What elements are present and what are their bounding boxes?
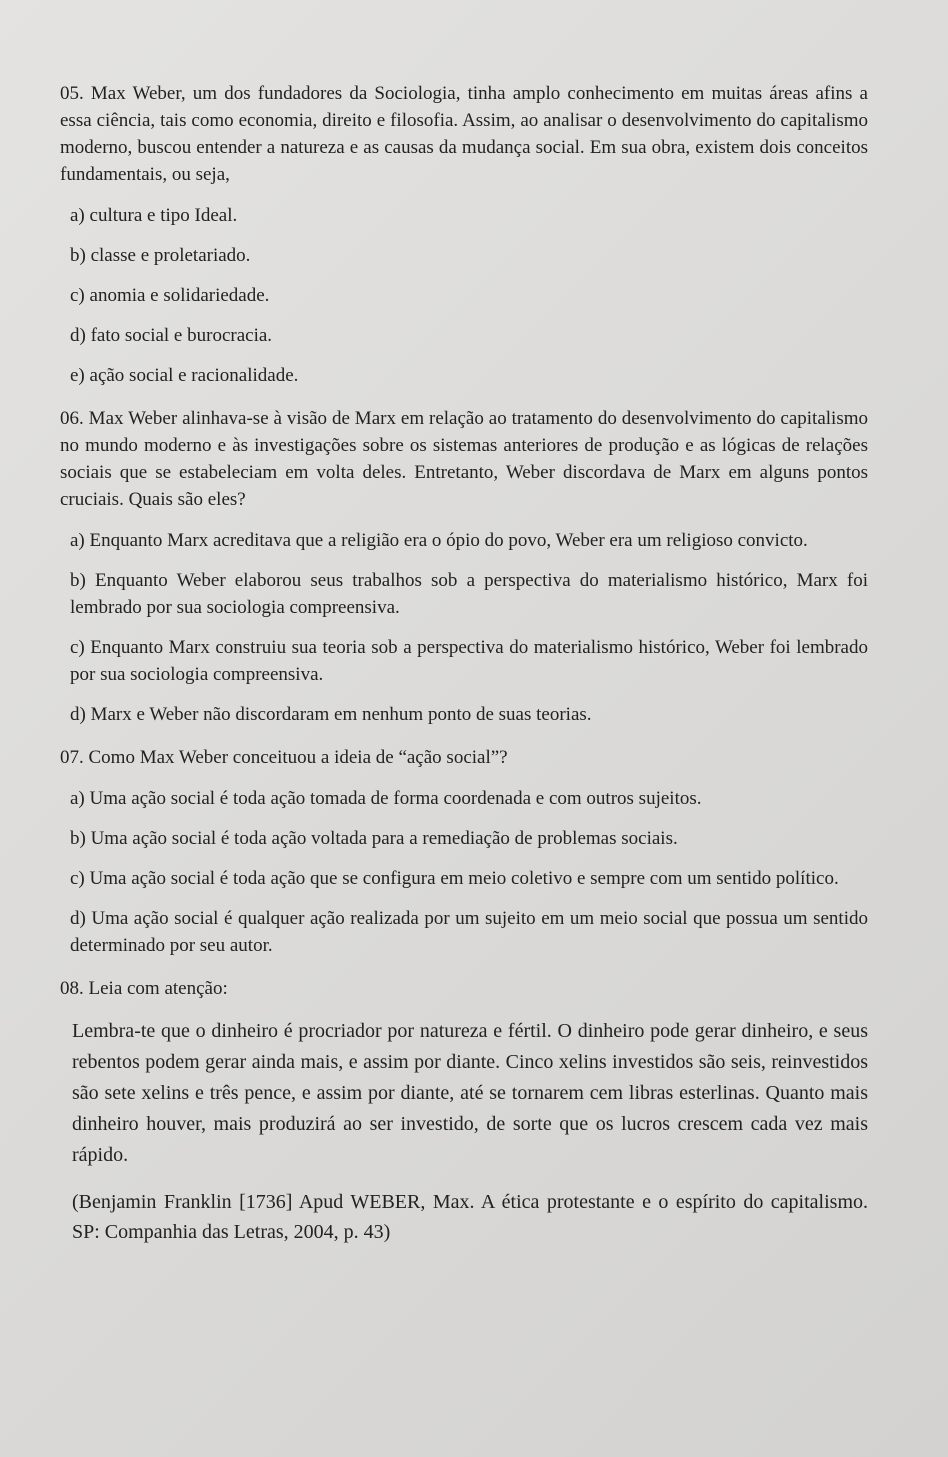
franklin-quote: Lembra-te que o dinheiro é procriador por natureza e fértil. O dinheiro pode gerar dinheiro, e seus rebentos podem gerar ainda mais, e assim por diante. Cinco xelins investidos são seis, reinvestidos são sete xelins e três pence, e assim por diante, até se tornarem cem libras esterlinas. Quanto mais dinheiro houver, mais produzirá ao ser investido, de sorte que os lucros crescem cada vez mais rápido. (72, 1020, 868, 1166)
option-c: c) Enquanto Marx construiu sua teoria sob a perspectiva do materialismo histórico, Weber foi lembrado por sua sociologia compreensiva. (70, 637, 868, 685)
question-stem: 08. Leia com atenção: (60, 978, 228, 999)
option-b: b) Uma ação social é toda ação voltada para a remediação de problemas sociais. (70, 828, 678, 849)
option-c: c) anomia e solidariedade. (70, 285, 270, 306)
question-06 (60, 405, 868, 728)
option-a: a) Uma ação social é toda ação tomada de forma coordenada e com outros sujeitos. (70, 788, 702, 809)
question-05 (60, 80, 868, 389)
option-b: b) classe e proletariado. (70, 245, 251, 266)
question-stem: 06. Max Weber alinhava-se à visão de Marx em relação ao tratamento do desenvolvimento do capitalismo no mundo moderno e às investigações sobre os sistemas anteriores de produção e as lógicas de relações sociais que se estabeleciam em volta deles. Entretanto, Weber discordava de Marx em alguns pontos cruciais. Quais são eles? (60, 408, 868, 510)
question-08 (60, 975, 868, 1247)
question-07 (60, 744, 868, 959)
option-b: b) Enquanto Weber elaborou seus trabalhos sob a perspectiva do materialismo histórico, Marx foi lembrado por sua sociologia compreensiva. (70, 570, 868, 618)
option-d: d) Marx e Weber não discordaram em nenhum ponto de suas teorias. (70, 704, 592, 725)
option-d: d) fato social e burocracia. (70, 325, 273, 346)
option-c: c) Uma ação social é toda ação que se configura em meio coletivo e sempre com um sentido político. (70, 868, 839, 889)
question-stem: 07. Como Max Weber conceituou a ideia de “ação social”? (60, 747, 508, 768)
option-a: a) cultura e tipo Ideal. (70, 205, 238, 226)
option-a: a) Enquanto Marx acreditava que a religião era o ópio do povo, Weber era um religioso convicto. (70, 530, 808, 551)
option-e: e) ação social e racionalidade. (70, 365, 299, 386)
quote-citation: (Benjamin Franklin [1736] Apud WEBER, Max. A ética protestante e o espírito do capitalismo. SP: Companhia das Letras, 2004, p. 43) (72, 1191, 868, 1243)
question-stem: 05. Max Weber, um dos fundadores da Sociologia, tinha amplo conhecimento em muitas áreas afins a essa ciência, tais como economia, direito e filosofia. Assim, ao analisar o desenvolvimento do capitalismo moderno, buscou entender a natureza e as causas da mudança social. Em sua obra, existem dois conceitos fundamentais, ou seja, (60, 83, 868, 185)
option-d: d) Uma ação social é qualquer ação realizada por um sujeito em um meio social que possua um sentido determinado por seu autor. (70, 908, 868, 956)
